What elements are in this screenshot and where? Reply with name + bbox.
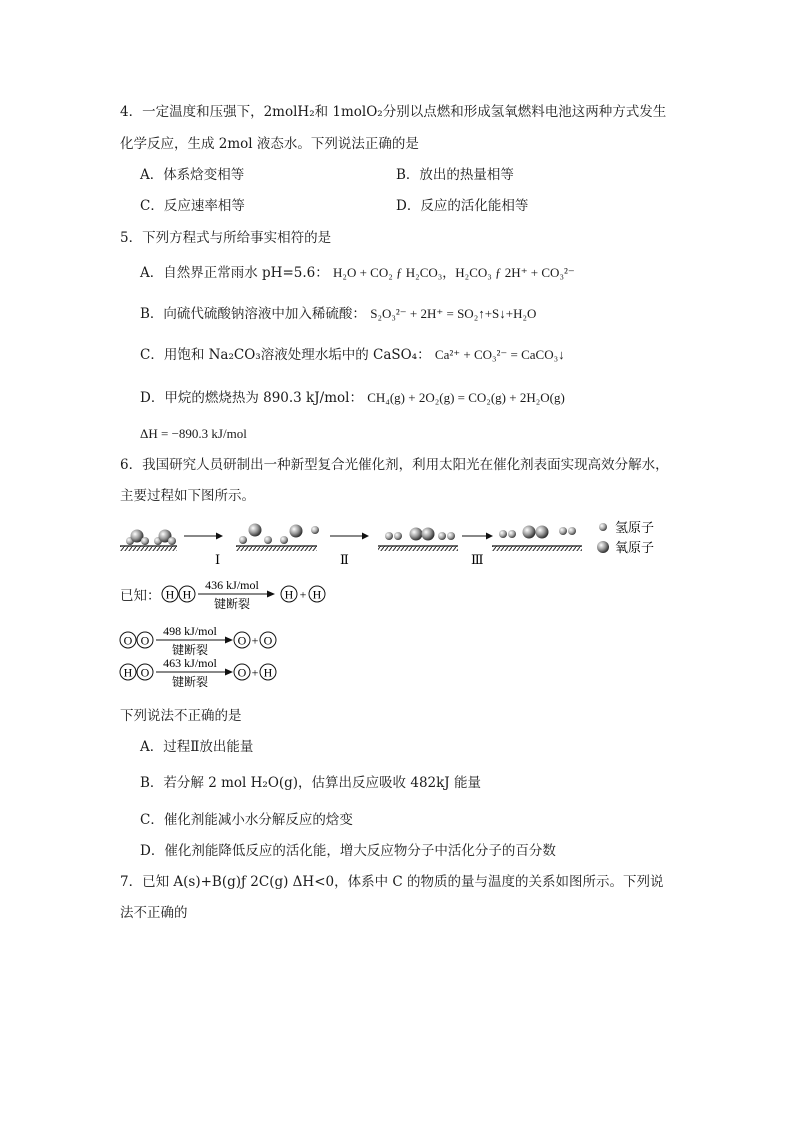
q4-stem-line1: 4．一定温度和压强下，2molH₂和 1molO₂分别以点燃和形成氢氧燃料电池这两种方式发生: [120, 104, 667, 120]
bond-hh-right-atom-1: H: [284, 587, 294, 602]
catalyst-surface-2: [236, 524, 319, 552]
bond-hh-left-atom-2: H: [182, 587, 192, 602]
legend-hydrogen-swatch: [599, 523, 607, 531]
q5-option-a-equation: H₂O + CO₂ ƒ H₂CO₃，H₂CO₃ ƒ 2H⁺ + CO₃²⁻: [333, 265, 575, 280]
q4-stem-line2: 化学反应，生成 2mol 液态水。下列说法正确的是: [120, 136, 419, 152]
bond-oo-plus: +: [251, 633, 259, 648]
q4-option-d: D．反应的活化能相等: [396, 198, 529, 214]
bond-hh-plus: +: [299, 587, 307, 602]
q6-option-d: D．催化剂能降低反应的活化能，增大反应物分子中活化分子的百分数: [140, 843, 556, 859]
q5-option-d: [140, 389, 565, 407]
bond-ho-scheme: [118, 656, 298, 690]
bond-oo-scheme: [118, 624, 298, 658]
catalyst-surface-4: [492, 526, 582, 552]
catalyst-surface-1: [120, 530, 177, 552]
q5-option-b-equation: S₂O₃²⁻ + 2H⁺ = SO₂↑+S↓+H₂O: [370, 306, 537, 321]
legend-oxygen-swatch: [597, 541, 609, 553]
q6-option-c: C．催化剂能减小水分解反应的焓变: [140, 812, 353, 828]
q5-option-d-enthalpy: ΔH = −890.3 kJ/mol: [140, 426, 247, 441]
bond-ho-right-atom-1: O: [237, 665, 247, 680]
q6-option-a: A．过程Ⅱ放出能量: [140, 739, 254, 755]
q7-stem-line1: 7．已知 A(s)+B(g)ƒ 2C(g) ΔH<0，体系中 C 的物质的量与温度的关系如图所示。下列说: [120, 874, 664, 890]
legend-oxygen-label: 氧原子: [615, 540, 655, 555]
bond-hh-scheme: [160, 578, 340, 612]
q5-option-a: [140, 264, 575, 282]
q5-option-d-text: D．甲烷的燃烧热为 890.3 kJ/mol：: [140, 390, 363, 406]
q6-option-b: B．若分解 2 mol H₂O(g)，估算出反应吸收 482kJ 能量: [140, 775, 481, 791]
bond-oo-action: 键断裂: [171, 643, 209, 657]
bond-ho-left-atom-1: H: [123, 665, 133, 680]
stage-label-1: Ⅰ: [215, 552, 221, 567]
q5-option-a-text: A．自然界正常雨水 pH=5.6：: [140, 265, 329, 281]
bond-oo-right-atom-2: O: [263, 633, 273, 648]
q4-option-a: A．体系焓变相等: [140, 167, 245, 183]
bond-hh-left-atom-1: H: [165, 587, 175, 602]
bond-hh-action: 键断裂: [213, 597, 251, 611]
q5-option-b: [140, 305, 536, 323]
bond-ho-left-atom-2: O: [140, 665, 150, 680]
water-splitting-process-diagram: [112, 512, 672, 570]
q4-option-b: B．放出的热量相等: [396, 167, 514, 183]
bond-ho-energy: 463 kJ/mol: [163, 656, 217, 670]
q6-question: 下列说法不正确的是: [120, 708, 242, 724]
q5-option-b-text: B．向硫代硫酸钠溶液中加入稀硫酸：: [140, 306, 366, 322]
q5-option-c-equation: Ca²⁺ + CO₃²⁻ = CaCO₃↓: [434, 347, 565, 362]
q5-option-c: [140, 346, 565, 364]
bond-oo-energy: 498 kJ/mol: [163, 624, 217, 638]
bond-hh-right-atom-2: H: [312, 587, 322, 602]
bond-ho-plus: +: [251, 665, 259, 680]
q6-known-label: 已知：: [120, 588, 161, 604]
bond-oo-right-atom-1: O: [237, 633, 247, 648]
bond-ho-right-atom-2: H: [263, 665, 273, 680]
q5-option-c-text: C．用饱和 Na₂CO₃溶液处理水垢中的 CaSO₄：: [140, 347, 431, 363]
q4-option-c: C．反应速率相等: [140, 198, 245, 214]
bond-oo-left-atom-1: O: [123, 633, 133, 648]
q6-stem-line2: 主要过程如下图所示。: [120, 488, 255, 504]
bond-oo-left-atom-2: O: [140, 633, 150, 648]
q5-option-d-equation: CH₄(g) + 2O₂(g) = CO₂(g) + 2H₂O(g): [367, 390, 565, 405]
legend: [597, 520, 654, 555]
catalyst-surface-3: [378, 528, 458, 552]
stage-label-3: Ⅲ: [471, 552, 484, 567]
q5-stem: 5．下列方程式与所给事实相符的是: [120, 230, 332, 246]
legend-hydrogen-label: 氢原子: [615, 520, 655, 535]
q6-stem-line1: 6．我国研究人员研制出一种新型复合光催化剂，利用太阳光在催化剂表面实现高效分解水，: [120, 457, 669, 473]
stage-label-2: Ⅱ: [340, 552, 349, 567]
q7-stem-line2: 法不正确的: [120, 905, 188, 921]
bond-ho-action: 键断裂: [171, 675, 209, 689]
bond-hh-energy: 436 kJ/mol: [205, 578, 259, 592]
